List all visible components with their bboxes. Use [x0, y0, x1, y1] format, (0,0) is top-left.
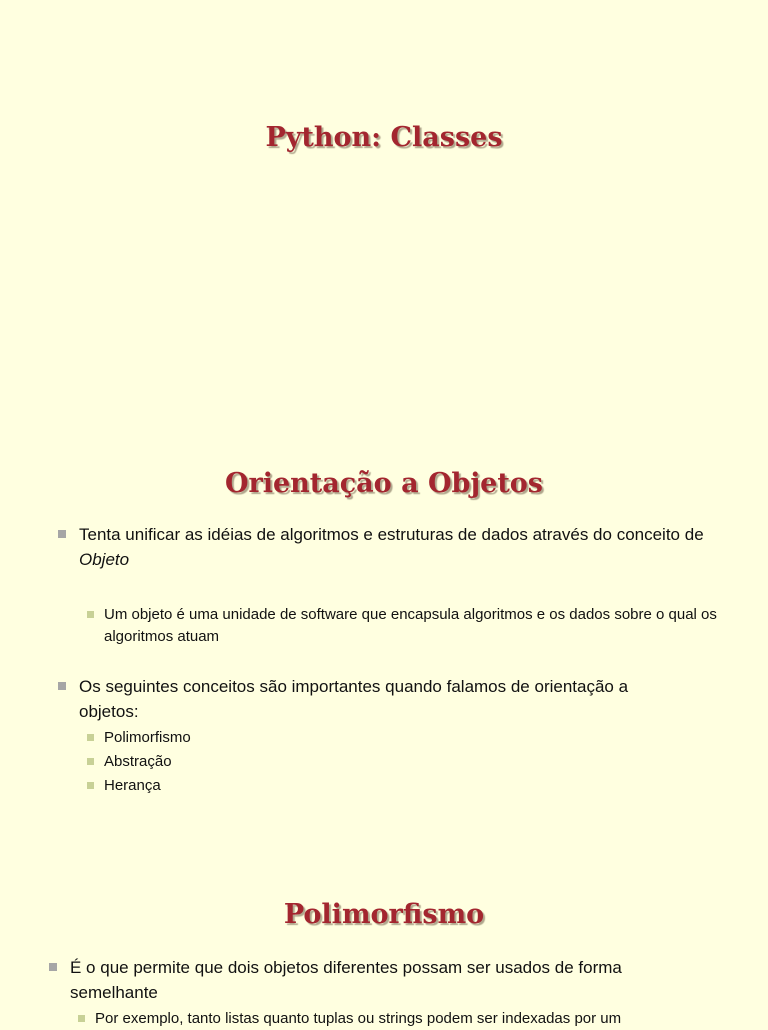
square-bullet-icon: [58, 682, 66, 690]
bullet-unificar-text: [79, 522, 718, 572]
bullet-conceitos-text: Os seguintes conceitos são importantes quando falamos de orientação a objetos:: [79, 677, 629, 721]
slide-title-python-classes: Python: Classes: [265, 122, 503, 153]
square-bullet-icon: [87, 782, 94, 789]
bullet-unificar-label: Tenta unificar as idéias de algoritmos e estruturas de dados através do conceito de: [79, 525, 704, 544]
list-item-polimorfismo: [87, 727, 387, 749]
bullet-objeto-definicao-text: Um objeto é uma unidade de software que encapsula algoritmos e os dados sobre o qual os algoritmos atuam: [104, 606, 717, 645]
bullet-polimorfismo-exemplo-text: Por exemplo, tanto listas quanto tuplas ou strings podem ser indexadas por um: [95, 1010, 622, 1027]
bullet-objeto-definicao: [87, 604, 717, 648]
square-bullet-icon: [87, 611, 94, 618]
list-item-label: Polimorfismo: [104, 729, 191, 746]
bullet-polimorfismo-text: É o que permite que dois objetos diferentes possam ser usados de forma semelhante: [70, 958, 622, 1002]
list-item-label: Herança: [104, 777, 161, 794]
square-bullet-icon: [58, 530, 66, 538]
square-bullet-icon: [49, 963, 57, 971]
list-item-abstracao: [87, 751, 387, 773]
bullet-polimorfismo-exemplo: [78, 1008, 758, 1030]
bullet-polimorfismo-definicao: [49, 955, 659, 1005]
bullet-conceitos: [58, 674, 678, 724]
slide-title-polimorfismo: Polimorfismo: [283, 899, 485, 930]
list-item-heranca: [87, 775, 387, 797]
bullet-unificar: [58, 522, 718, 572]
square-bullet-icon: [78, 1015, 85, 1022]
square-bullet-icon: [87, 758, 94, 765]
list-item-label: Abstração: [104, 753, 172, 770]
slide-title-orientacao-objetos: Orientação a Objetos: [224, 468, 544, 499]
square-bullet-icon: [87, 734, 94, 741]
bullet-unificar-emphasis: Objeto: [79, 550, 130, 569]
